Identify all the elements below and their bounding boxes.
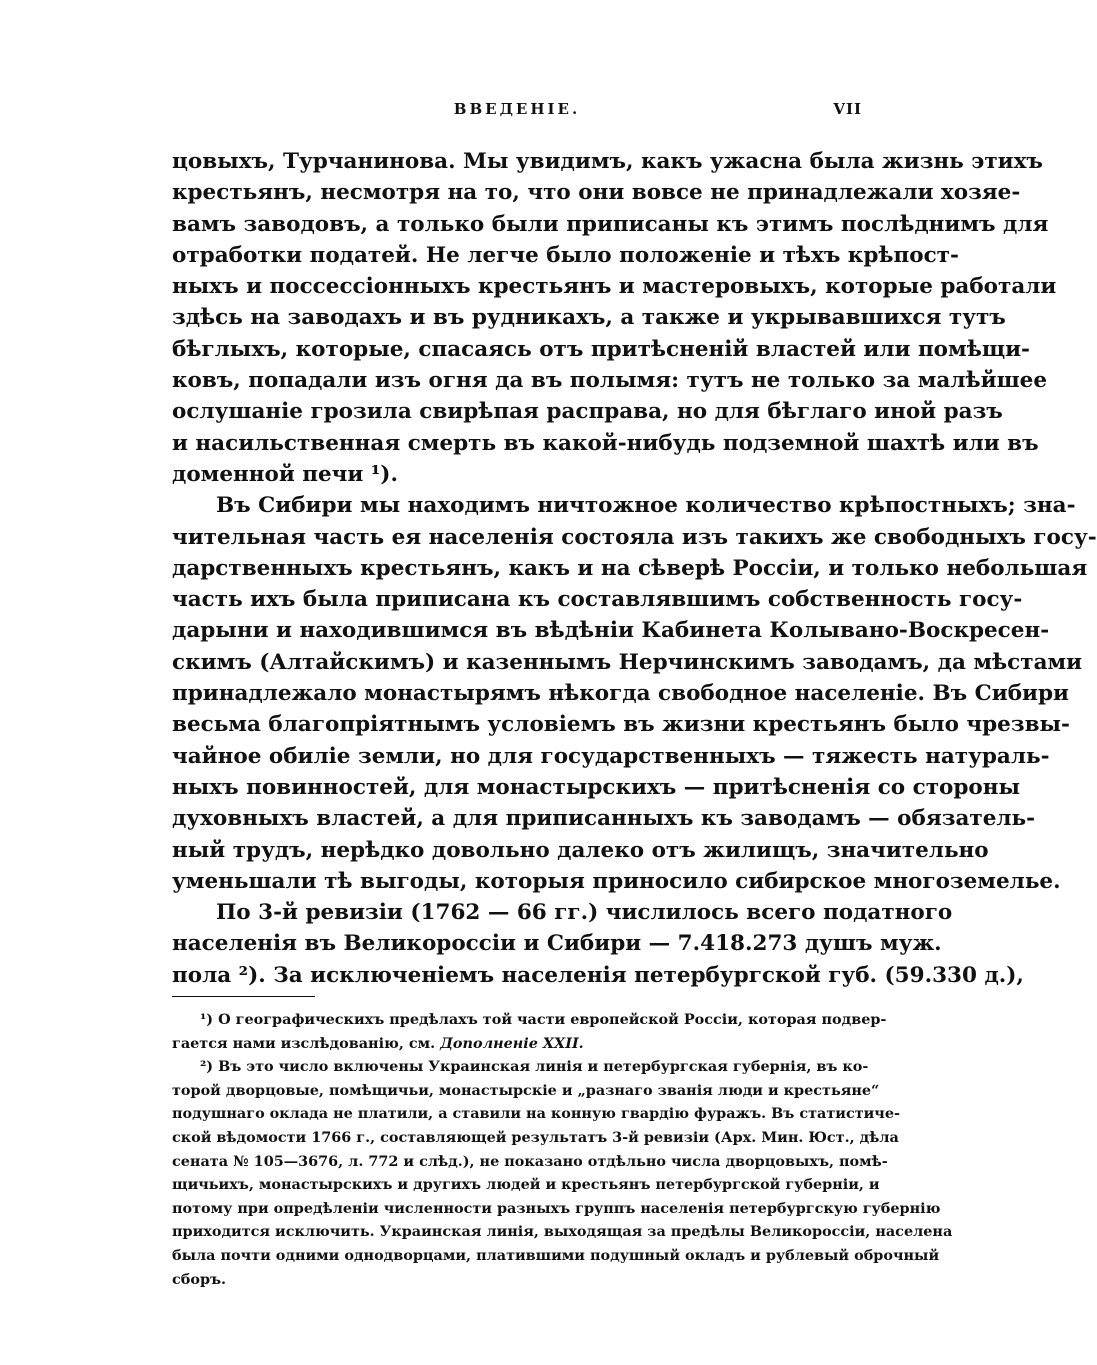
page-number: VII: [833, 100, 862, 118]
footnote-line: приходится исключить. Украинская линія, выходящая за предѣлы Великороссіи, населена: [172, 1223, 953, 1241]
text-line: здѣсь на заводахъ и въ рудникахъ, а также и укрывавшихся тутъ: [172, 305, 1006, 331]
text-line: чайное обиліе земли, но для государственныхъ — тяжесть натураль-: [172, 743, 1050, 769]
text-line: уменьшали тѣ выгоды, которыя приносило сибирское многоземелье.: [172, 868, 1061, 894]
text-line: пола ²). За исключеніемъ населенія петербургской губ. (59.330 д.),: [172, 962, 1024, 988]
text-line: вамъ заводовъ, а только были приписаны къ этимъ послѣднимъ для: [172, 211, 1049, 237]
footnote-rule: [172, 996, 315, 997]
footnote-line: была почти одними однодворцами, платившими подушный окладъ и рублевый оброчный: [172, 1246, 940, 1264]
text-line: ный трудъ, нерѣдко довольно далеко отъ жилищъ, значительно: [172, 837, 989, 863]
book-page: [172, 0, 1097, 1365]
text-line: чительная часть ея населенія состояла изъ такихъ же свободныхъ госу-: [172, 524, 1097, 550]
footnote-text: гается нами изслѣдованію, см.: [172, 1034, 436, 1052]
text-line: По 3-й ревизіи (1762 — 66 гг.) числилось всего податного: [216, 900, 953, 926]
text-line: весьма благопріятнымъ условіемъ въ жизни крестьянъ было чрезвы-: [172, 712, 1070, 738]
footnote-reference: Дополненіе XXII.: [440, 1034, 584, 1052]
footnotes: [172, 1008, 953, 1291]
text-line: дарыни и находившимся въ вѣдѣніи Кабинета Колывано-Воскресен-: [172, 618, 1050, 644]
text-line: духовныхъ властей, а для приписанныхъ къ заводамъ — обязатель-: [172, 806, 1036, 832]
footnote-line: ²) Въ это число включены Украинская линія и петербургская губернія, въ ко-: [200, 1058, 869, 1076]
footnote-line: торой дворцовые, помѣщичьи, монастырскіе и „разнаго званія люди и крестьяне“: [172, 1081, 880, 1099]
text-line: скимъ (Алтайскимъ) и казеннымъ Нерчинскимъ заводамъ, да мѣстами: [172, 649, 1083, 675]
text-line: Въ Сибири мы находимъ ничтожное количество крѣпостныхъ; зна-: [216, 493, 1076, 519]
footnote-line: сената № 105—3676, л. 772 и слѣд.), не показано отдѣльно числа дворцовыхъ, помѣ-: [172, 1152, 888, 1170]
footnote-line: ¹) О географическихъ предѣлахъ той части европейской Россіи, которая подвер-: [200, 1011, 887, 1028]
text-line: доменной печи ¹).: [172, 461, 398, 487]
text-line: крестьянъ, несмотря на то, что они вовсе не принадлежали хозяе-: [172, 180, 1021, 206]
text-line: ослушаніе грозила свирѣпая расправа, но для бѣглаго иной разъ: [172, 399, 1003, 425]
main-text: [172, 146, 1097, 991]
running-title: ВВЕДЕНІЕ.: [453, 100, 581, 118]
text-line: бѣглыхъ, которые, спасаясь отъ притѣсненій властей или помѣщи-: [172, 336, 1030, 362]
text-line: отработки податей. Не легче было положеніе и тѣхъ крѣпост-: [172, 242, 959, 268]
footnote-line: щичьихъ, монастырскихъ и другихъ людей и крестьянъ петербургской губерніи, и: [172, 1176, 880, 1194]
text-line: дарственныхъ крестьянъ, какъ и на сѣверѣ Россіи, и только небольшая: [172, 555, 1088, 581]
text-line: ныхъ повинностей, для монастырскихъ — притѣсненія со стороны: [172, 774, 1021, 800]
text-line: принадлежало монастырямъ нѣкогда свободное населеніе. Въ Сибири: [172, 681, 1069, 707]
footnote-line: потому при опредѣленіи численности разныхъ группъ населенія петербургскую губернію: [172, 1199, 941, 1217]
footnote-line: сборъ.: [172, 1270, 227, 1288]
footnote-line: [172, 1032, 862, 1056]
text-line: цовыхъ, Турчанинова. Мы увидимъ, какъ ужасна была жизнь этихъ: [172, 149, 1043, 174]
text-line: и насильственная смерть въ какой-нибудь подземной шахтѣ или въ: [172, 430, 1039, 456]
footnote-line: ской вѣдомости 1766 г., составляющей результатъ 3-й ревизіи (Арх. Мин. Юст., дѣла: [172, 1128, 899, 1146]
footnote-line: подушнаго оклада не платили, а ставили на конную гвардію фуражъ. Въ статистиче-: [172, 1105, 900, 1123]
text-line: ныхъ и поссессіонныхъ крестьянъ и мастеровыхъ, которые работали: [172, 274, 1057, 300]
page-header: [172, 100, 862, 130]
text-line: населенія въ Великороссіи и Сибири — 7.418.273 душъ муж.: [172, 931, 942, 957]
text-line: ковъ, попадали изъ огня да въ полымя: тутъ не только за малѣйшее: [172, 368, 1048, 394]
text-line: часть ихъ была приписана къ составлявшимъ собственность госу-: [172, 587, 1023, 613]
